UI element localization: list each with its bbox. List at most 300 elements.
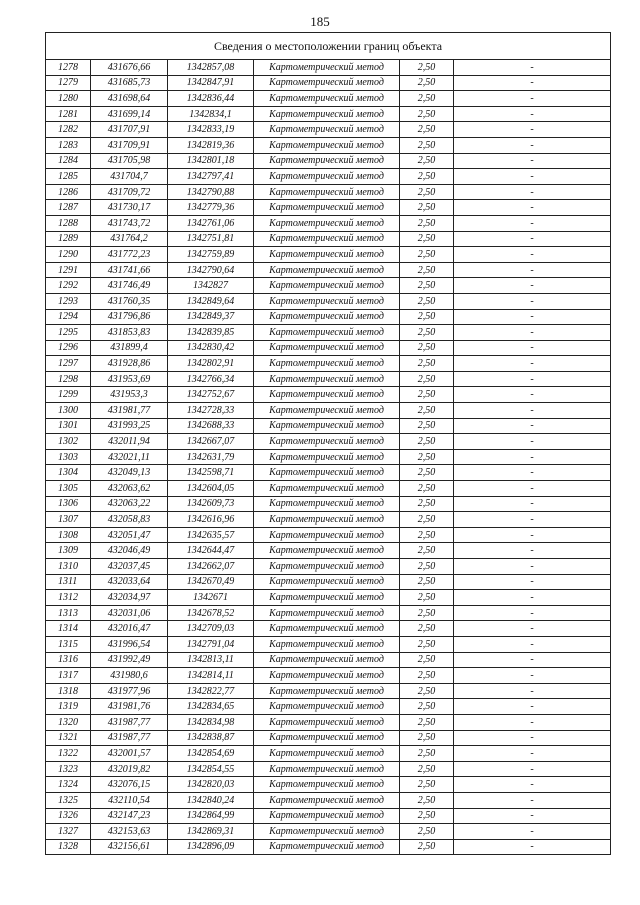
table-row (46, 169, 611, 185)
precision-cell: 2,50 (400, 231, 454, 247)
precision-cell: 2,50 (400, 215, 454, 231)
note-cell: - (454, 636, 611, 652)
precision-cell: 2,50 (400, 481, 454, 497)
note-cell: - (454, 371, 611, 387)
y-coordinate-cell: 1342847,91 (168, 75, 254, 91)
y-coordinate-cell: 1342854,69 (168, 746, 254, 762)
note-cell: - (454, 839, 611, 855)
x-coordinate-cell: 432110,54 (91, 792, 168, 808)
point-number-cell: 1323 (46, 761, 91, 777)
point-number-cell: 1326 (46, 808, 91, 824)
x-coordinate-cell: 432021,11 (91, 449, 168, 465)
precision-cell: 2,50 (400, 559, 454, 575)
table-row (46, 839, 611, 855)
table-row (46, 652, 611, 668)
method-cell: Картометрический метод (254, 590, 400, 606)
y-coordinate-cell: 1342834,65 (168, 699, 254, 715)
table-row (46, 309, 611, 325)
table-row (46, 527, 611, 543)
x-coordinate-cell: 431764,2 (91, 231, 168, 247)
precision-cell: 2,50 (400, 356, 454, 372)
table-row (46, 122, 611, 138)
point-number-cell: 1283 (46, 137, 91, 153)
x-coordinate-cell: 432037,45 (91, 559, 168, 575)
precision-cell: 2,50 (400, 465, 454, 481)
point-number-cell: 1284 (46, 153, 91, 169)
note-cell: - (454, 683, 611, 699)
precision-cell: 2,50 (400, 683, 454, 699)
x-coordinate-cell: 432034,97 (91, 590, 168, 606)
point-number-cell: 1305 (46, 481, 91, 497)
x-coordinate-cell: 432031,06 (91, 605, 168, 621)
method-cell: Картометрический метод (254, 137, 400, 153)
x-coordinate-cell: 431981,77 (91, 403, 168, 419)
method-cell: Картометрический метод (254, 309, 400, 325)
table-row (46, 574, 611, 590)
y-coordinate-cell: 1342616,96 (168, 512, 254, 528)
table-title: Сведения о местоположении границ объекта (46, 33, 611, 60)
note-cell: - (454, 184, 611, 200)
precision-cell: 2,50 (400, 496, 454, 512)
table-row (46, 387, 611, 403)
x-coordinate-cell: 431772,23 (91, 247, 168, 263)
x-coordinate-cell: 431730,17 (91, 200, 168, 216)
note-cell: - (454, 465, 611, 481)
note-cell: - (454, 714, 611, 730)
note-cell: - (454, 512, 611, 528)
y-coordinate-cell: 1342854,55 (168, 761, 254, 777)
y-coordinate-cell: 1342797,41 (168, 169, 254, 185)
y-coordinate-cell: 1342662,07 (168, 559, 254, 575)
y-coordinate-cell: 1342813,11 (168, 652, 254, 668)
y-coordinate-cell: 1342709,03 (168, 621, 254, 637)
method-cell: Картометрический метод (254, 387, 400, 403)
boundary-table (45, 32, 611, 855)
point-number-cell: 1291 (46, 262, 91, 278)
x-coordinate-cell: 431992,49 (91, 652, 168, 668)
method-cell: Картометрический метод (254, 512, 400, 528)
table-row (46, 340, 611, 356)
point-number-cell: 1312 (46, 590, 91, 606)
method-cell: Картометрический метод (254, 808, 400, 824)
method-cell: Картометрический метод (254, 761, 400, 777)
method-cell: Картометрический метод (254, 75, 400, 91)
page-number: 185 (310, 14, 330, 29)
precision-cell: 2,50 (400, 278, 454, 294)
method-cell: Картометрический метод (254, 527, 400, 543)
method-cell: Картометрический метод (254, 699, 400, 715)
note-cell: - (454, 262, 611, 278)
table-row (46, 153, 611, 169)
table-row (46, 605, 611, 621)
precision-cell: 2,50 (400, 699, 454, 715)
precision-cell: 2,50 (400, 512, 454, 528)
table-row (46, 714, 611, 730)
method-cell: Картометрический метод (254, 621, 400, 637)
y-coordinate-cell: 1342761,06 (168, 215, 254, 231)
table-row (46, 792, 611, 808)
note-cell: - (454, 496, 611, 512)
table-row (46, 371, 611, 387)
note-cell: - (454, 137, 611, 153)
precision-cell: 2,50 (400, 590, 454, 606)
precision-cell: 2,50 (400, 293, 454, 309)
point-number-cell: 1295 (46, 325, 91, 341)
y-coordinate-cell: 1342896,09 (168, 839, 254, 855)
point-number-cell: 1282 (46, 122, 91, 138)
method-cell: Картометрический метод (254, 543, 400, 559)
table-row (46, 75, 611, 91)
point-number-cell: 1289 (46, 231, 91, 247)
table-row (46, 293, 611, 309)
method-cell: Картометрический метод (254, 434, 400, 450)
table-row (46, 559, 611, 575)
precision-cell: 2,50 (400, 777, 454, 793)
method-cell: Картометрический метод (254, 371, 400, 387)
x-coordinate-cell: 432153,63 (91, 824, 168, 840)
method-cell: Картометрический метод (254, 340, 400, 356)
point-number-cell: 1313 (46, 605, 91, 621)
x-coordinate-cell: 431705,98 (91, 153, 168, 169)
method-cell: Картометрический метод (254, 792, 400, 808)
x-coordinate-cell: 432016,47 (91, 621, 168, 637)
table-row (46, 668, 611, 684)
note-cell: - (454, 418, 611, 434)
precision-cell: 2,50 (400, 122, 454, 138)
precision-cell: 2,50 (400, 91, 454, 107)
method-cell: Картометрический метод (254, 652, 400, 668)
precision-cell: 2,50 (400, 652, 454, 668)
precision-cell: 2,50 (400, 371, 454, 387)
precision-cell: 2,50 (400, 184, 454, 200)
y-coordinate-cell: 1342728,33 (168, 403, 254, 419)
note-cell: - (454, 761, 611, 777)
method-cell: Картометрический метод (254, 418, 400, 434)
note-cell: - (454, 403, 611, 419)
method-cell: Картометрический метод (254, 247, 400, 263)
table-row (46, 91, 611, 107)
y-coordinate-cell: 1342849,64 (168, 293, 254, 309)
y-coordinate-cell: 1342836,44 (168, 91, 254, 107)
table-row (46, 761, 611, 777)
precision-cell: 2,50 (400, 325, 454, 341)
x-coordinate-cell: 432058,83 (91, 512, 168, 528)
precision-cell: 2,50 (400, 309, 454, 325)
precision-cell: 2,50 (400, 636, 454, 652)
method-cell: Картометрический метод (254, 559, 400, 575)
y-coordinate-cell: 1342814,11 (168, 668, 254, 684)
point-number-cell: 1304 (46, 465, 91, 481)
point-number-cell: 1325 (46, 792, 91, 808)
note-cell: - (454, 122, 611, 138)
table-row (46, 777, 611, 793)
method-cell: Картометрический метод (254, 574, 400, 590)
note-cell: - (454, 668, 611, 684)
point-number-cell: 1321 (46, 730, 91, 746)
x-coordinate-cell: 431685,73 (91, 75, 168, 91)
note-cell: - (454, 699, 611, 715)
note-cell: - (454, 247, 611, 263)
y-coordinate-cell: 1342635,57 (168, 527, 254, 543)
point-number-cell: 1285 (46, 169, 91, 185)
precision-cell: 2,50 (400, 839, 454, 855)
table-row (46, 543, 611, 559)
point-number-cell: 1311 (46, 574, 91, 590)
precision-cell: 2,50 (400, 418, 454, 434)
table-row (46, 231, 611, 247)
table-row (46, 481, 611, 497)
x-coordinate-cell: 432001,57 (91, 746, 168, 762)
precision-cell: 2,50 (400, 387, 454, 403)
x-coordinate-cell: 431746,49 (91, 278, 168, 294)
method-cell: Картометрический метод (254, 91, 400, 107)
precision-cell: 2,50 (400, 574, 454, 590)
boundary-table-container (45, 32, 610, 855)
point-number-cell: 1327 (46, 824, 91, 840)
point-number-cell: 1279 (46, 75, 91, 91)
point-number-cell: 1287 (46, 200, 91, 216)
table-title-row (46, 33, 611, 60)
x-coordinate-cell: 431760,35 (91, 293, 168, 309)
x-coordinate-cell: 431743,72 (91, 215, 168, 231)
table-row (46, 465, 611, 481)
point-number-cell: 1302 (46, 434, 91, 450)
x-coordinate-cell: 431993,25 (91, 418, 168, 434)
y-coordinate-cell: 1342857,08 (168, 60, 254, 76)
method-cell: Картометрический метод (254, 449, 400, 465)
y-coordinate-cell: 1342644,47 (168, 543, 254, 559)
point-number-cell: 1278 (46, 60, 91, 76)
y-coordinate-cell: 1342840,24 (168, 792, 254, 808)
x-coordinate-cell: 432063,22 (91, 496, 168, 512)
x-coordinate-cell: 432147,23 (91, 808, 168, 824)
x-coordinate-cell: 431676,66 (91, 60, 168, 76)
y-coordinate-cell: 1342834,98 (168, 714, 254, 730)
y-coordinate-cell: 1342751,81 (168, 231, 254, 247)
precision-cell: 2,50 (400, 621, 454, 637)
point-number-cell: 1292 (46, 278, 91, 294)
method-cell: Картометрический метод (254, 668, 400, 684)
precision-cell: 2,50 (400, 247, 454, 263)
x-coordinate-cell: 432046,49 (91, 543, 168, 559)
note-cell: - (454, 605, 611, 621)
note-cell: - (454, 387, 611, 403)
note-cell: - (454, 340, 611, 356)
x-coordinate-cell: 432051,47 (91, 527, 168, 543)
y-coordinate-cell: 1342667,07 (168, 434, 254, 450)
point-number-cell: 1294 (46, 309, 91, 325)
note-cell: - (454, 621, 611, 637)
note-cell: - (454, 481, 611, 497)
method-cell: Картометрический метод (254, 278, 400, 294)
note-cell: - (454, 746, 611, 762)
precision-cell: 2,50 (400, 527, 454, 543)
y-coordinate-cell: 1342779,36 (168, 200, 254, 216)
method-cell: Картометрический метод (254, 777, 400, 793)
point-number-cell: 1290 (46, 247, 91, 263)
table-row (46, 262, 611, 278)
method-cell: Картометрический метод (254, 169, 400, 185)
table-body (46, 60, 611, 855)
precision-cell: 2,50 (400, 824, 454, 840)
method-cell: Картометрический метод (254, 496, 400, 512)
table-row (46, 449, 611, 465)
point-number-cell: 1315 (46, 636, 91, 652)
note-cell: - (454, 777, 611, 793)
x-coordinate-cell: 431796,86 (91, 309, 168, 325)
table-row (46, 247, 611, 263)
table-row (46, 512, 611, 528)
y-coordinate-cell: 1342670,49 (168, 574, 254, 590)
note-cell: - (454, 434, 611, 450)
point-number-cell: 1296 (46, 340, 91, 356)
x-coordinate-cell: 431953,3 (91, 387, 168, 403)
y-coordinate-cell: 1342827 (168, 278, 254, 294)
point-number-cell: 1301 (46, 418, 91, 434)
note-cell: - (454, 106, 611, 122)
precision-cell: 2,50 (400, 746, 454, 762)
x-coordinate-cell: 431987,77 (91, 730, 168, 746)
method-cell: Картометрический метод (254, 231, 400, 247)
y-coordinate-cell: 1342833,19 (168, 122, 254, 138)
y-coordinate-cell: 1342834,1 (168, 106, 254, 122)
table-row (46, 356, 611, 372)
table-row (46, 200, 611, 216)
y-coordinate-cell: 1342790,64 (168, 262, 254, 278)
point-number-cell: 1307 (46, 512, 91, 528)
x-coordinate-cell: 431928,86 (91, 356, 168, 372)
x-coordinate-cell: 431709,72 (91, 184, 168, 200)
precision-cell: 2,50 (400, 668, 454, 684)
point-number-cell: 1280 (46, 91, 91, 107)
x-coordinate-cell: 431709,91 (91, 137, 168, 153)
note-cell: - (454, 91, 611, 107)
point-number-cell: 1328 (46, 839, 91, 855)
x-coordinate-cell: 431741,66 (91, 262, 168, 278)
note-cell: - (454, 559, 611, 575)
method-cell: Картометрический метод (254, 60, 400, 76)
note-cell: - (454, 325, 611, 341)
point-number-cell: 1281 (46, 106, 91, 122)
table-row (46, 60, 611, 76)
precision-cell: 2,50 (400, 543, 454, 559)
x-coordinate-cell: 431698,64 (91, 91, 168, 107)
y-coordinate-cell: 1342766,34 (168, 371, 254, 387)
method-cell: Картометрический метод (254, 465, 400, 481)
table-row (46, 137, 611, 153)
y-coordinate-cell: 1342688,33 (168, 418, 254, 434)
y-coordinate-cell: 1342801,18 (168, 153, 254, 169)
table-row (46, 824, 611, 840)
y-coordinate-cell: 1342849,37 (168, 309, 254, 325)
note-cell: - (454, 278, 611, 294)
precision-cell: 2,50 (400, 808, 454, 824)
x-coordinate-cell: 432011,94 (91, 434, 168, 450)
note-cell: - (454, 293, 611, 309)
point-number-cell: 1293 (46, 293, 91, 309)
method-cell: Картометрический метод (254, 714, 400, 730)
precision-cell: 2,50 (400, 75, 454, 91)
y-coordinate-cell: 1342759,89 (168, 247, 254, 263)
precision-cell: 2,50 (400, 106, 454, 122)
note-cell: - (454, 652, 611, 668)
x-coordinate-cell: 431953,69 (91, 371, 168, 387)
y-coordinate-cell: 1342839,85 (168, 325, 254, 341)
note-cell: - (454, 449, 611, 465)
y-coordinate-cell: 1342790,88 (168, 184, 254, 200)
note-cell: - (454, 824, 611, 840)
point-number-cell: 1320 (46, 714, 91, 730)
method-cell: Картометрический метод (254, 746, 400, 762)
point-number-cell: 1297 (46, 356, 91, 372)
table-row (46, 636, 611, 652)
method-cell: Картометрический метод (254, 481, 400, 497)
x-coordinate-cell: 431987,77 (91, 714, 168, 730)
point-number-cell: 1286 (46, 184, 91, 200)
x-coordinate-cell: 432033,64 (91, 574, 168, 590)
precision-cell: 2,50 (400, 60, 454, 76)
table-row (46, 434, 611, 450)
precision-cell: 2,50 (400, 153, 454, 169)
point-number-cell: 1288 (46, 215, 91, 231)
point-number-cell: 1319 (46, 699, 91, 715)
table-row (46, 621, 611, 637)
y-coordinate-cell: 1342671 (168, 590, 254, 606)
method-cell: Картометрический метод (254, 325, 400, 341)
table-row (46, 215, 611, 231)
note-cell: - (454, 169, 611, 185)
precision-cell: 2,50 (400, 434, 454, 450)
y-coordinate-cell: 1342609,73 (168, 496, 254, 512)
note-cell: - (454, 527, 611, 543)
precision-cell: 2,50 (400, 761, 454, 777)
method-cell: Картометрический метод (254, 403, 400, 419)
method-cell: Картометрический метод (254, 839, 400, 855)
precision-cell: 2,50 (400, 169, 454, 185)
point-number-cell: 1298 (46, 371, 91, 387)
note-cell: - (454, 231, 611, 247)
x-coordinate-cell: 431899,4 (91, 340, 168, 356)
method-cell: Картометрический метод (254, 106, 400, 122)
y-coordinate-cell: 1342752,67 (168, 387, 254, 403)
note-cell: - (454, 200, 611, 216)
table-row (46, 590, 611, 606)
point-number-cell: 1317 (46, 668, 91, 684)
point-number-cell: 1314 (46, 621, 91, 637)
method-cell: Картометрический метод (254, 215, 400, 231)
x-coordinate-cell: 431699,14 (91, 106, 168, 122)
note-cell: - (454, 60, 611, 76)
precision-cell: 2,50 (400, 605, 454, 621)
note-cell: - (454, 309, 611, 325)
note-cell: - (454, 75, 611, 91)
point-number-cell: 1300 (46, 403, 91, 419)
point-number-cell: 1306 (46, 496, 91, 512)
y-coordinate-cell: 1342802,91 (168, 356, 254, 372)
point-number-cell: 1324 (46, 777, 91, 793)
point-number-cell: 1303 (46, 449, 91, 465)
y-coordinate-cell: 1342869,31 (168, 824, 254, 840)
x-coordinate-cell: 432063,62 (91, 481, 168, 497)
table-row (46, 496, 611, 512)
y-coordinate-cell: 1342631,79 (168, 449, 254, 465)
y-coordinate-cell: 1342604,05 (168, 481, 254, 497)
x-coordinate-cell: 432019,82 (91, 761, 168, 777)
precision-cell: 2,50 (400, 403, 454, 419)
x-coordinate-cell: 431980,6 (91, 668, 168, 684)
method-cell: Картометрический метод (254, 356, 400, 372)
point-number-cell: 1299 (46, 387, 91, 403)
